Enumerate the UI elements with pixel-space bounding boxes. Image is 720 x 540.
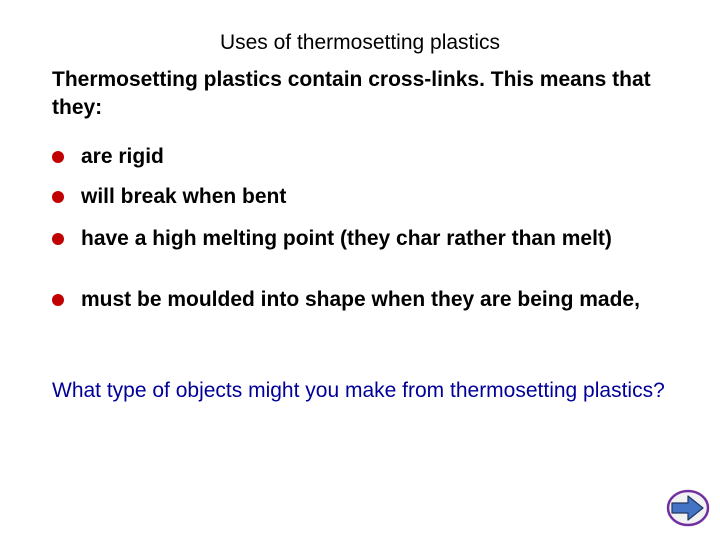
list-item-text: must be moulded into shape when they are being made, [81,288,640,311]
list-item-text: are rigid [81,145,164,168]
list-item [52,182,692,211]
intro-text: Thermosetting plastics contain cross-links. This means that they: [52,68,651,119]
list-item [52,224,692,253]
bullet-dot-icon [52,191,64,203]
bullet-dot-icon [52,294,64,306]
bullet-dot-icon [52,233,64,245]
bullet-dot-icon [52,151,64,163]
list-item-text: have a high melting point (they char rather than melt) [81,227,612,250]
list-item [52,142,692,171]
arrow-right-icon [666,489,710,527]
next-slide-button[interactable] [666,489,710,527]
slide-title: Uses of thermosetting plastics [219,31,501,54]
list-item [52,285,692,314]
question-text: What type of objects might you make from thermosetting plastics? [52,379,665,402]
list-item-text: will break when bent [81,185,287,208]
